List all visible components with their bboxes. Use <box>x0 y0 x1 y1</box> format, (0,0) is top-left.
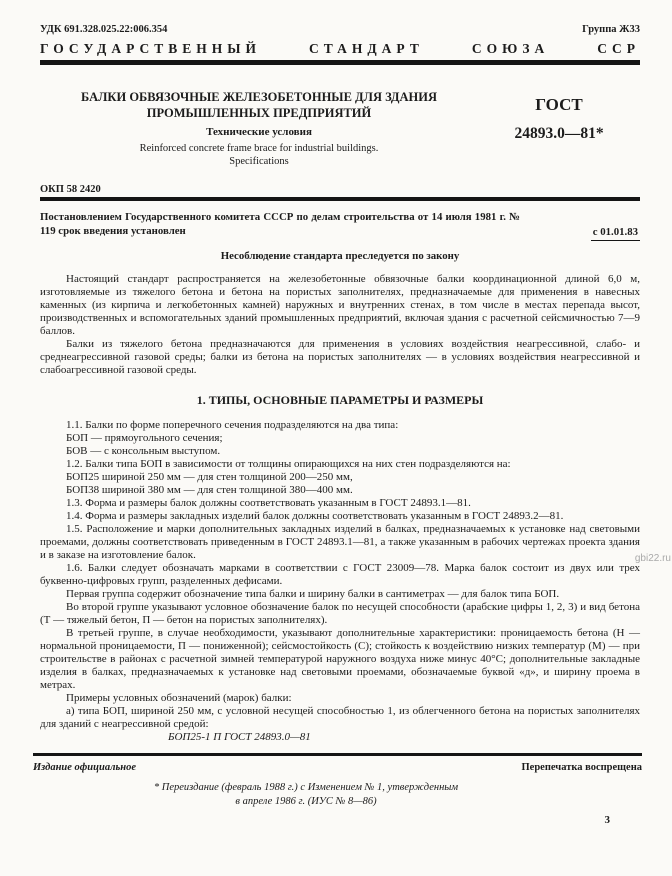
org-word-standart: СТАНДАРТ <box>309 41 424 56</box>
body-paragraph: БОП — прямоугольного сечения; <box>66 432 223 444</box>
header-rule <box>40 60 640 65</box>
revision-footnote <box>0 781 612 809</box>
body-paragraph: 1.5. Расположение и марки дополнительных закладных изделий в балках, предназначаемых к установке над световыми проемами, должны соответствовать приведенным в ГОСТ 24893.1—81, а также указанным в рабочих чертежах проекта здания и в заказе на изготовление балок. <box>40 523 640 561</box>
gost-designation <box>478 89 640 168</box>
decree-effective-date: с 01.01.83 <box>591 225 640 241</box>
revision-footnote-line1: * Переиздание (февраль 1988 г.) с Изменением № 1, утвержденным <box>153 782 459 793</box>
gost-number: 24893.0—81* <box>514 125 604 142</box>
body-paragraph: а) типа БОП, шириной 250 мм, с условной несущей способностью 1, из облегченного бетона на пористых заполнителях для зданий с неагрессивной средой: <box>40 705 640 730</box>
gost-label: ГОСТ <box>535 95 583 114</box>
body-paragraph: БОВ — с консольным выступом. <box>66 445 221 457</box>
edition-note: Издание официальное <box>33 762 137 773</box>
okp-rule <box>40 197 640 201</box>
page-number: 3 <box>604 814 610 826</box>
body-paragraph: 1.2. Балки типа БОП в зависимости от толщины опирающихся на них стен подразделяются на: <box>66 458 511 470</box>
english-title-line1: Reinforced concrete frame brace for industrial buildings. <box>139 143 379 154</box>
org-word-gosudarstvenny: ГОСУДАРСТВЕННЫЙ <box>40 41 262 56</box>
document-subtitle: Технические условия <box>206 126 312 138</box>
footer-rule <box>33 753 642 756</box>
document-title <box>40 89 478 121</box>
title-left-column <box>40 89 478 168</box>
document-title-line1: БАЛКИ ОБВЯЗОЧНЫЕ ЖЕЛЕЗОБЕТОННЫЕ ДЛЯ ЗДАНИЯ <box>80 90 438 104</box>
body-paragraph: Примеры условных обозначений (марок) балки: <box>66 692 292 704</box>
title-block <box>40 89 640 168</box>
law-notice: Несоблюдение стандарта преследуется по закону <box>220 250 460 262</box>
intro-paragraph-2: Балки из тяжелого бетона предназначаются для применения в условиях воздействия неагрессивной, слабо- и среднеагрессивной газовой среды; балки из бетона на пористых заполнителях — в условиях воздействия неагрессивной и слабоагрессивной газовой среды. <box>40 338 640 376</box>
decree-block <box>40 210 640 238</box>
section-heading: 1. ТИПЫ, ОСНОВНЫЕ ПАРАМЕТРЫ И РАЗМЕРЫ <box>196 393 484 407</box>
revision-footnote-line2: в апреле 1986 г. (ИУС № 8—86) <box>235 796 377 807</box>
footer-row <box>33 762 642 773</box>
example-designation: БОП25-1 П ГОСТ 24893.0—81 <box>168 731 311 743</box>
body-paragraph: Первая группа содержит обозначение типа балки и ширину балки в сантиметрах — для балок типа БОП. <box>66 588 560 600</box>
body-paragraph: 1.6. Балки следует обозначать марками в соответствии с ГОСТ 23009—78. Марка балок состоит из двух или трех буквенно-цифровых групп, разделенных дефисами. <box>40 562 640 587</box>
english-title-line2: Specifications <box>229 156 289 167</box>
okp-code: ОКП 58 2420 <box>40 184 101 195</box>
body-paragraph: 1.1. Балки по форме поперечного сечения подразделяются на два типа: <box>66 419 399 431</box>
header-row <box>40 24 640 35</box>
body-paragraph: БОП38 шириной 380 мм — для стен толщиной 380—400 мм. <box>66 484 353 496</box>
intro-paragraph-1: Настоящий стандарт распространяется на железобетонные обвязочные балки координационной длиной 6,0 м, изготовляемые из тяжелого бетона и бетона на пористых заполнителях, предназначаемые для применения в навесных каменных (из кирпича и легкобетонных камней) наружных и внутренних стенах, в том числе в местах перепада высот, производственных и вспомогательных зданий промышленных предприятий, включая здания с расчетной сейсмичностью 7—9 баллов. <box>40 273 640 337</box>
org-word-soyuza: СОЮЗА <box>471 41 550 56</box>
reprint-note: Перепечатка воспрещена <box>521 762 642 773</box>
body-paragraph: БОП25 шириной 250 мм — для стен толщиной 200—250 мм, <box>66 471 353 483</box>
document-title-english <box>40 142 478 168</box>
body-paragraph: 1.4. Форма и размеры закладных изделий балок должны соответствовать указанным в ГОСТ 24893.2—81. <box>66 510 564 522</box>
document-body <box>40 273 640 744</box>
udk-code: УДК 691.328.025.22:006.354 <box>40 24 168 35</box>
body-paragraph: В третьей группе, в случае необходимости, указывают дополнительные характеристики: проницаемость бетона (Н — нормальной проницаемости, П — пониженной); сейсмостойкость (С); стойкость к воздействию низких температур (М) — при строительстве в районах с расчетной зимней температурой наружного воздуха ниже минус 40°С; дополнительные закладные изделия в балках, предназначаемых к установке над световыми проемами, обозначаемые буквой «д», и ширину проема в метрах. <box>40 627 640 691</box>
site-watermark: gbi22.ru <box>634 553 671 564</box>
document-title-line2: ПРОМЫШЛЕННЫХ ПРЕДПРИЯТИЙ <box>146 106 372 120</box>
body-paragraph: 1.3. Форма и размеры балок должны соответствовать указанным в ГОСТ 24893.1—81. <box>66 497 471 509</box>
decree-text: Постановлением Государственного комитета СССР по делам строительства от 14 июля 1981 г. № 119 срок введения установлен <box>40 211 520 237</box>
group-code: Группа Ж33 <box>582 24 640 35</box>
gost-header-title <box>40 41 640 57</box>
org-word-ssr: ССР <box>597 41 640 56</box>
body-paragraph: Во второй группе указывают условное обозначение балок по несущей способности (арабские цифры 1, 2, 3) и вид бетона (Т — тяжелый бетон, П — бетон на пористых заполнителях). <box>40 601 640 626</box>
